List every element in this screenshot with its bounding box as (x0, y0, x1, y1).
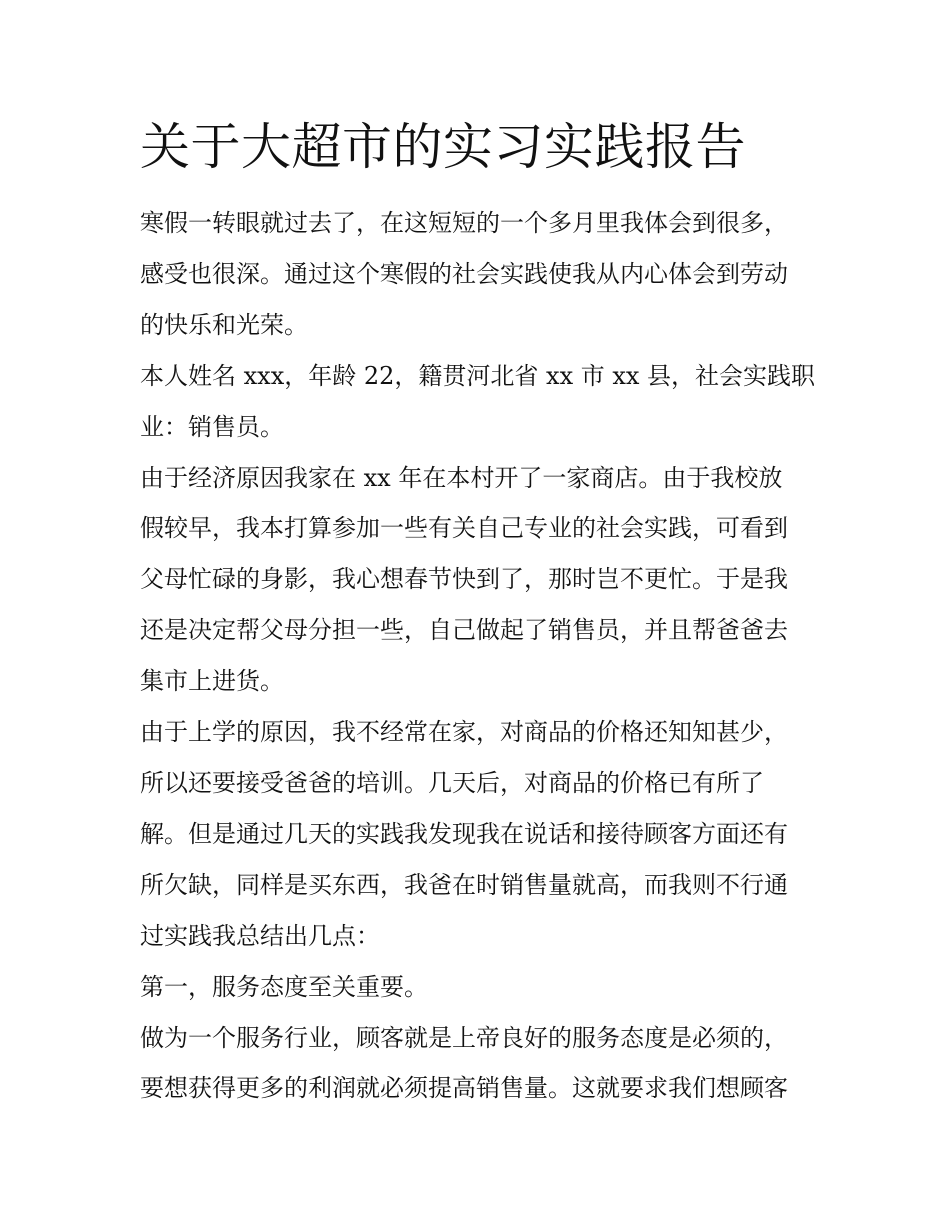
text-line: 寒假一转眼就过去了，在这短短的一个多月里我体会到很多， (140, 209, 788, 237)
paragraph-4 (140, 707, 820, 962)
text-line: 所以还要接受爸爸的培训。几天后，对商品的价格已有所了 (140, 768, 764, 797)
text-line: 第一，服务态度至关重要。 (140, 972, 428, 1001)
text-line: 由于上学的原因，我不经常在家，对商品的价格还知知甚少， (140, 718, 788, 747)
text-line: 要想获得更多的利润就必须提高销售量。这就要求我们想顾客 (140, 1074, 788, 1103)
text-line: 过实践我总结出几点： (140, 921, 380, 950)
paragraph-1 (140, 198, 820, 351)
text-line: 父母忙碌的身影，我心想春节快到了，那时岂不更忙。于是我 (140, 565, 788, 594)
text-line: 集市上进货。 (140, 667, 284, 696)
document-title: 关于大超市的实习实践报告 (140, 118, 746, 176)
paragraph-6 (140, 1013, 820, 1115)
text-line: 业：销售员。 (140, 412, 284, 441)
document-body (140, 198, 820, 1114)
text-line: 还是决定帮父母分担一些，自己做起了销售员，并且帮爸爸去 (140, 616, 788, 645)
text-line: 所欠缺，同样是买东西，我爸在时销售量就高，而我则不行通 (140, 870, 788, 899)
paragraph-2 (140, 351, 820, 453)
text-line: 由于经济原因我家在 xx 年在本村开了一家商店。由于我校放 (140, 463, 783, 492)
text-line: 做为一个服务行业，顾客就是上帝良好的服务态度是必须的， (140, 1023, 788, 1052)
paragraph-3 (140, 453, 820, 708)
text-line: 本人姓名 xxx，年龄 22，籍贯河北省 xx 市 xx 县，社会实践职 (140, 361, 816, 390)
text-line: 的快乐和光荣。 (140, 310, 308, 339)
text-line: 感受也很深。通过这个寒假的社会实践使我从内心体会到劳动 (140, 259, 788, 288)
paragraph-5 (140, 962, 820, 1013)
text-line: 解。但是通过几天的实践我发现我在说话和接待顾客方面还有 (140, 819, 788, 848)
text-line: 假较早，我本打算参加一些有关自己专业的社会实践，可看到 (140, 514, 788, 543)
